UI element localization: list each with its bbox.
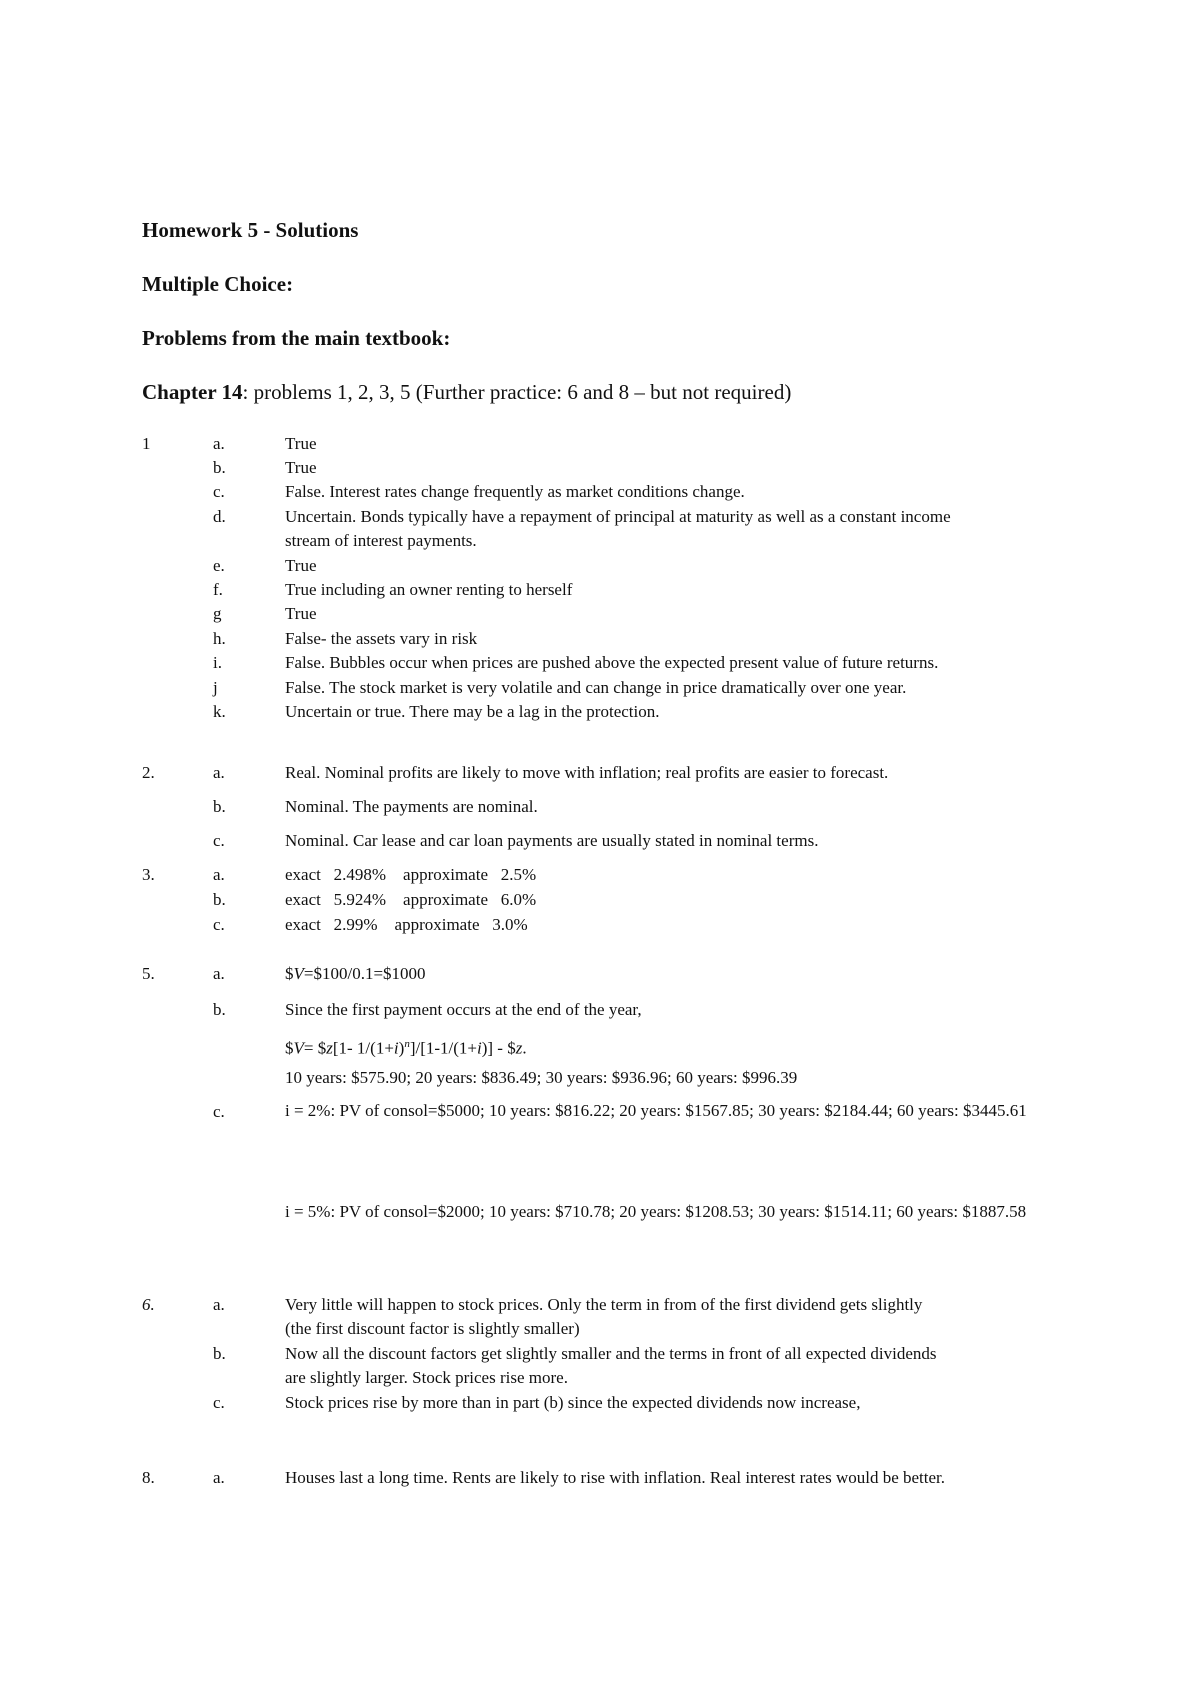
item-letter: h.: [213, 629, 226, 648]
item-letter: b.: [213, 797, 226, 816]
item-letter: a.: [213, 1295, 225, 1314]
item-text: False. The stock market is very volatile and can change in price dramatically over one year.: [285, 678, 907, 697]
multiple-choice-heading: Multiple Choice:: [142, 272, 294, 296]
item-letter: g: [213, 604, 222, 623]
item-text: True: [285, 458, 317, 477]
item-text: Since the first payment occurs at the end of the year,: [285, 1000, 642, 1019]
item-text: Nominal. Car lease and car loan payments are usually stated in nominal terms.: [285, 831, 819, 850]
problems-heading: Problems from the main textbook:: [142, 326, 451, 350]
formula-part: ): [398, 1038, 405, 1058]
item-text: exact 5.924% approximate 6.0%: [285, 890, 537, 909]
item-text: False- the assets vary in risk: [285, 629, 478, 648]
item-text: Houses last a long time. Rents are likely to rise with inflation. Real interest rates would be better.: [285, 1468, 946, 1487]
item-text: exact 2.498% approximate 2.5%: [285, 865, 537, 884]
chapter-description: : problems 1, 2, 3, 5 (Further practice: 6 and 8 – but not required): [242, 380, 792, 404]
item-text: True: [285, 434, 317, 453]
item-letter: j: [213, 678, 218, 697]
item-letter: c.: [213, 1393, 225, 1412]
item-text: Stock prices rise by more than in part (b) since the expected dividends now increase,: [285, 1393, 861, 1412]
item-letter: k.: [213, 702, 226, 721]
item-letter: e.: [213, 556, 225, 575]
item-letter: a.: [213, 865, 225, 884]
formula-variable: V: [293, 1038, 304, 1058]
question-number: 3.: [142, 865, 155, 884]
item-letter: a.: [213, 763, 225, 782]
item-letter: i.: [213, 653, 222, 672]
item-letter: b.: [213, 1344, 226, 1363]
item-text-continued: stream of interest payments.: [285, 531, 477, 550]
item-paragraph: i = 5%: PV of consol=$2000; 10 years: $710.78; 20 years: $1208.53; 30 years: $1514.11; 60 years: $1887.58: [285, 1202, 1027, 1221]
formula-variable: i: [477, 1038, 482, 1058]
formula-part: .: [522, 1038, 527, 1058]
formula-variable: i: [393, 1038, 399, 1058]
item-letter: a.: [213, 964, 225, 983]
item-text: Now all the discount factors get slightly smaller and the terms in front of all expected dividends: [285, 1344, 937, 1363]
item-letter: a.: [213, 434, 225, 453]
item-text: True: [285, 604, 317, 623]
chapter-label: Chapter 14: [142, 380, 243, 404]
item-text: Uncertain. Bonds typically have a repayment of principal at maturity as well as a constant income: [285, 507, 951, 526]
item-letter: c.: [213, 915, 225, 934]
question-number: 6.: [142, 1295, 155, 1314]
item-letter: c.: [213, 482, 225, 501]
item-text-continued: (the first discount factor is slightly smaller): [285, 1319, 580, 1338]
item-text: False. Interest rates change frequently as market conditions change.: [285, 482, 745, 501]
formula-variable: z: [515, 1038, 523, 1058]
item-paragraph: i = 2%: PV of consol=$5000; 10 years: $816.22; 20 years: $1567.85; 30 years: $2184.44; 60 years: $3445.61: [285, 1101, 1027, 1120]
item-text: exact 2.99% approximate 3.0%: [285, 915, 528, 934]
item-text: Very little will happen to stock prices. Only the term in from of the first dividend gets slightly: [285, 1295, 923, 1314]
formula-part: )] - $: [481, 1038, 516, 1058]
document-title: Homework 5 - Solutions: [142, 218, 359, 242]
question-number: 5.: [142, 964, 155, 983]
item-letter: c.: [213, 1102, 225, 1121]
item-text: True including an owner renting to herself: [285, 580, 573, 599]
item-letter: d.: [213, 507, 226, 526]
item-text: False. Bubbles occur when prices are pushed above the expected present value of future returns.: [285, 653, 939, 672]
question-number: 8.: [142, 1468, 155, 1487]
item-text: Uncertain or true. There may be a lag in the protection.: [285, 702, 660, 721]
formula-part: =$100/0.1=$1000: [303, 964, 426, 983]
formula-part: $: [285, 1038, 294, 1058]
formula-variable: z: [326, 1038, 333, 1058]
item-letter: c.: [213, 831, 225, 850]
item-text: 10 years: $575.90; 20 years: $836.49; 30 years: $936.96; 60 years: $996.39: [285, 1068, 798, 1087]
question-number: 1: [142, 434, 151, 453]
pv-formula: [285, 1032, 527, 1061]
formula-part: $: [285, 964, 294, 983]
question-number: 2.: [142, 763, 155, 782]
chapter-heading: [142, 380, 791, 405]
item-text-continued: are slightly larger. Stock prices rise more.: [285, 1368, 568, 1387]
item-letter: a.: [213, 1468, 225, 1487]
formula-part: = $: [303, 1038, 327, 1058]
item-text: True: [285, 556, 317, 575]
item-letter: b.: [213, 458, 226, 477]
formula-part: [1- 1/(1+: [332, 1038, 394, 1058]
item-letter: b.: [213, 1000, 226, 1019]
formula-variable: V: [293, 964, 304, 983]
item-text: [285, 962, 426, 986]
formula-part: ]/[1-1/(1+: [409, 1038, 477, 1058]
item-text: Real. Nominal profits are likely to move with inflation; real profits are easier to forecast.: [285, 763, 889, 782]
formula-exponent: n: [404, 1038, 410, 1050]
item-text: Nominal. The payments are nominal.: [285, 797, 538, 816]
item-letter: b.: [213, 890, 226, 909]
item-letter: f.: [213, 580, 223, 599]
